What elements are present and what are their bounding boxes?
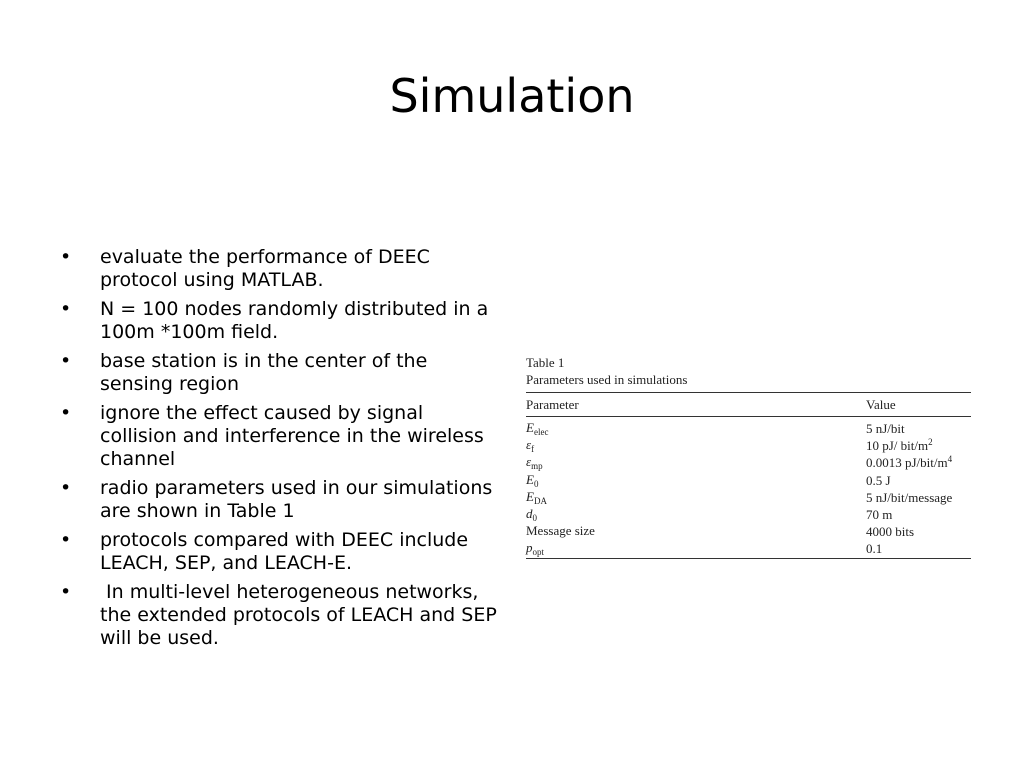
parameter-symbol: ε	[526, 454, 532, 470]
parameter-symbol: E	[526, 488, 534, 504]
parameter-subscript: f	[531, 444, 535, 455]
bullet-text: N = 100 nodes randomly distributed in a 100m *100m field.	[100, 298, 495, 343]
table-row	[526, 472, 971, 489]
bullet-icon: •	[60, 477, 72, 499]
parameter-symbol: ε	[526, 437, 532, 453]
bullet-text: In multi-level heterogeneous networks, the extended protocols of LEACH and SEP will be used.	[100, 581, 503, 649]
bullet-icon: •	[60, 246, 72, 268]
parameter-subscript: mp	[531, 461, 543, 472]
bullet-icon: •	[60, 350, 72, 372]
parameter-value: 0.1	[866, 541, 883, 557]
table-header-row	[526, 393, 971, 417]
bullet-item	[57, 581, 502, 650]
parameter-value: 10 pJ/ bit/m	[866, 438, 929, 454]
parameter-subscript: opt	[532, 547, 545, 558]
bullet-item	[57, 246, 502, 292]
bullet-text: radio parameters used in our simulations are shown in Table 1	[100, 477, 499, 522]
bullet-text: evaluate the performance of DEEC protocol using MATLAB.	[100, 246, 436, 291]
bullet-list	[57, 246, 502, 656]
header-parameter: Parameter	[526, 397, 579, 412]
parameter-value: 5 nJ/bit	[866, 421, 905, 437]
parameter-subscript: 0	[532, 513, 537, 524]
parameter-symbol: E	[526, 420, 534, 436]
table-row	[526, 454, 971, 471]
parameters-table	[526, 392, 971, 559]
parameter-subscript: 0	[533, 478, 539, 489]
value-superscript: 4	[947, 454, 953, 465]
bullet-icon: •	[60, 402, 72, 424]
parameters-table-figure	[526, 354, 971, 559]
bullet-item	[57, 298, 502, 344]
table-label: Table 1	[526, 355, 565, 370]
parameter-value: 0.0013 pJ/bit/m	[866, 455, 948, 471]
parameter-symbol: d	[526, 506, 533, 522]
bullet-item	[57, 529, 502, 575]
bullet-item	[57, 350, 502, 396]
parameter-symbol: p	[526, 540, 533, 556]
table-row	[526, 523, 971, 540]
bullet-icon: •	[60, 529, 72, 551]
table-row	[526, 417, 971, 438]
bullet-icon: •	[60, 581, 72, 603]
parameter-value: 0.5 J	[866, 472, 891, 488]
table-row	[526, 489, 971, 506]
header-value: Value	[866, 397, 896, 412]
table-row	[526, 437, 971, 454]
slide-title: Simulation	[389, 69, 635, 123]
bullet-item	[57, 402, 502, 471]
bullet-text: base station is in the center of the sensing region	[100, 350, 434, 395]
table-row	[526, 506, 971, 523]
table-row	[526, 540, 971, 558]
parameter-subscript: DA	[533, 495, 547, 506]
bullet-icon: •	[60, 298, 72, 320]
bullet-item	[57, 477, 502, 523]
parameter-value: 70 m	[866, 507, 893, 523]
bullet-text: ignore the effect caused by signal collision and interference in the wireless channel	[100, 402, 490, 470]
parameter-subscript: elec	[533, 427, 549, 438]
value-superscript: 2	[928, 437, 933, 448]
table-caption: Parameters used in simulations	[526, 372, 688, 387]
bullet-text: protocols compared with DEEC include LEACH, SEP, and LEACH-E.	[100, 529, 475, 574]
parameter-value: 5 nJ/bit/message	[866, 489, 953, 505]
parameter-symbol: E	[526, 471, 534, 487]
parameter-value: 4000 bits	[866, 524, 915, 540]
parameter-symbol: Message size	[526, 523, 595, 539]
